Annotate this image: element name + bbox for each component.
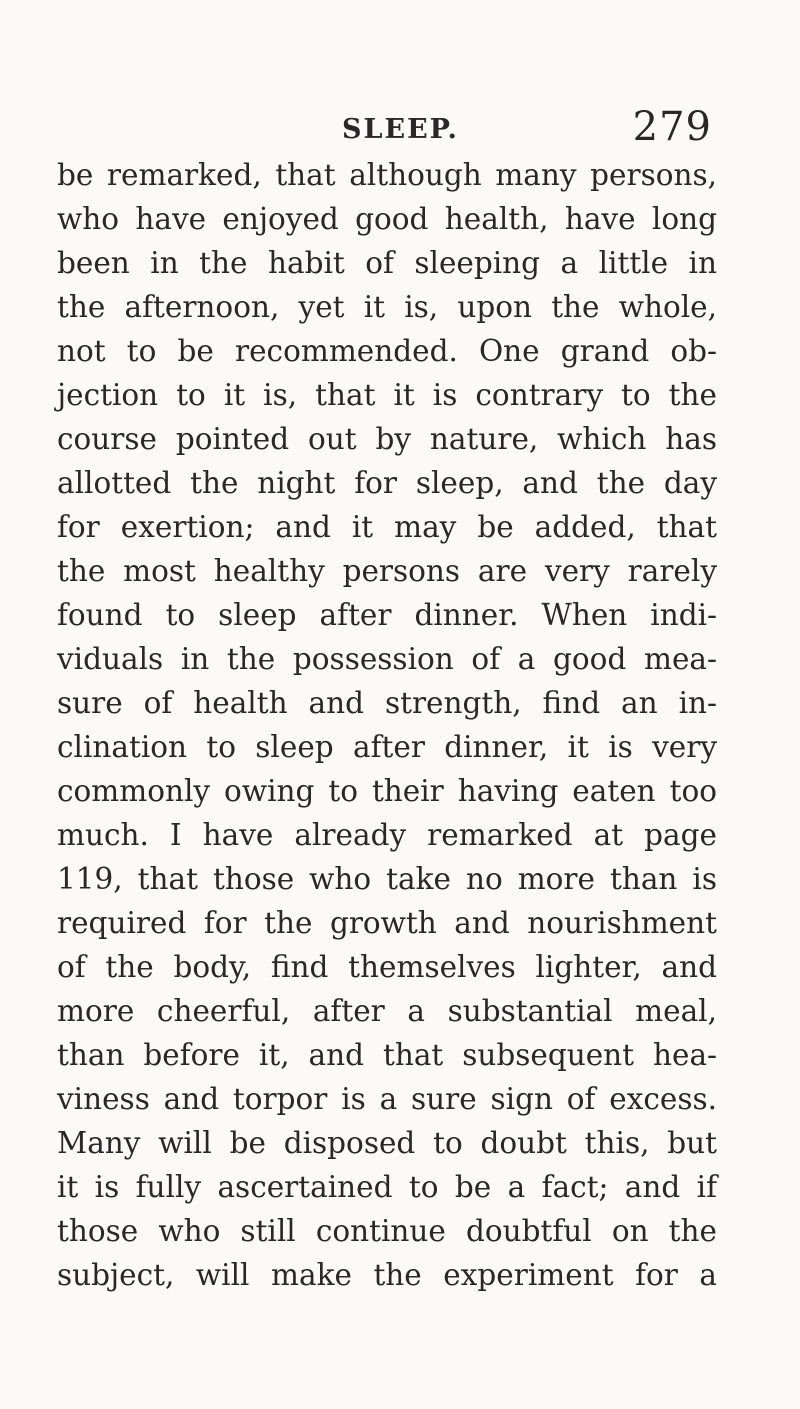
running-head: [342, 104, 712, 154]
text-line: viduals in the possession of a good mea-: [57, 642, 717, 676]
text-line: than before it, and that subsequent hea-: [57, 1038, 717, 1072]
text-line: not to be recommended. One grand ob-: [57, 334, 717, 368]
running-head-title: SLEEP.: [342, 114, 459, 145]
text-line: required for the growth and nourishment: [57, 906, 717, 940]
text-line: it is fully ascertained to be a fact; and if: [57, 1170, 717, 1204]
text-line: jection to it is, that it is contrary to the: [57, 378, 717, 412]
text-line: commonly owing to their having eaten too: [57, 774, 717, 808]
text-line: found to sleep after dinner. When indi-: [57, 598, 717, 632]
text-line: 119, that those who take no more than is: [57, 862, 717, 896]
text-line: those who still continue doubtful on the: [57, 1214, 717, 1248]
text-line: more cheerful, after a substantial meal,: [57, 994, 717, 1028]
text-line: course pointed out by nature, which has: [57, 422, 717, 456]
text-line: who have enjoyed good health, have long: [57, 202, 717, 236]
text-line: for exertion; and it may be added, that: [57, 510, 717, 544]
text-line: viness and torpor is a sure sign of excess.: [57, 1082, 717, 1116]
text-line: subject, will make the experiment for a: [57, 1258, 717, 1292]
page-number: 279: [632, 104, 712, 150]
text-line: the afternoon, yet it is, upon the whole,: [57, 290, 717, 324]
text-line: much. I have already remarked at page: [57, 818, 717, 852]
body-text: [57, 153, 717, 1297]
text-line: be remarked, that although many persons,: [57, 158, 717, 192]
text-line: Many will be disposed to doubt this, but: [57, 1126, 717, 1160]
text-line: of the body, find themselves lighter, and: [57, 950, 717, 984]
text-line: been in the habit of sleeping a little in: [57, 246, 717, 280]
text-line: sure of health and strength, find an in-: [57, 686, 717, 720]
text-line: the most healthy persons are very rarely: [57, 554, 717, 588]
text-line: allotted the night for sleep, and the day: [57, 466, 717, 500]
text-line: clination to sleep after dinner, it is very: [57, 730, 717, 764]
